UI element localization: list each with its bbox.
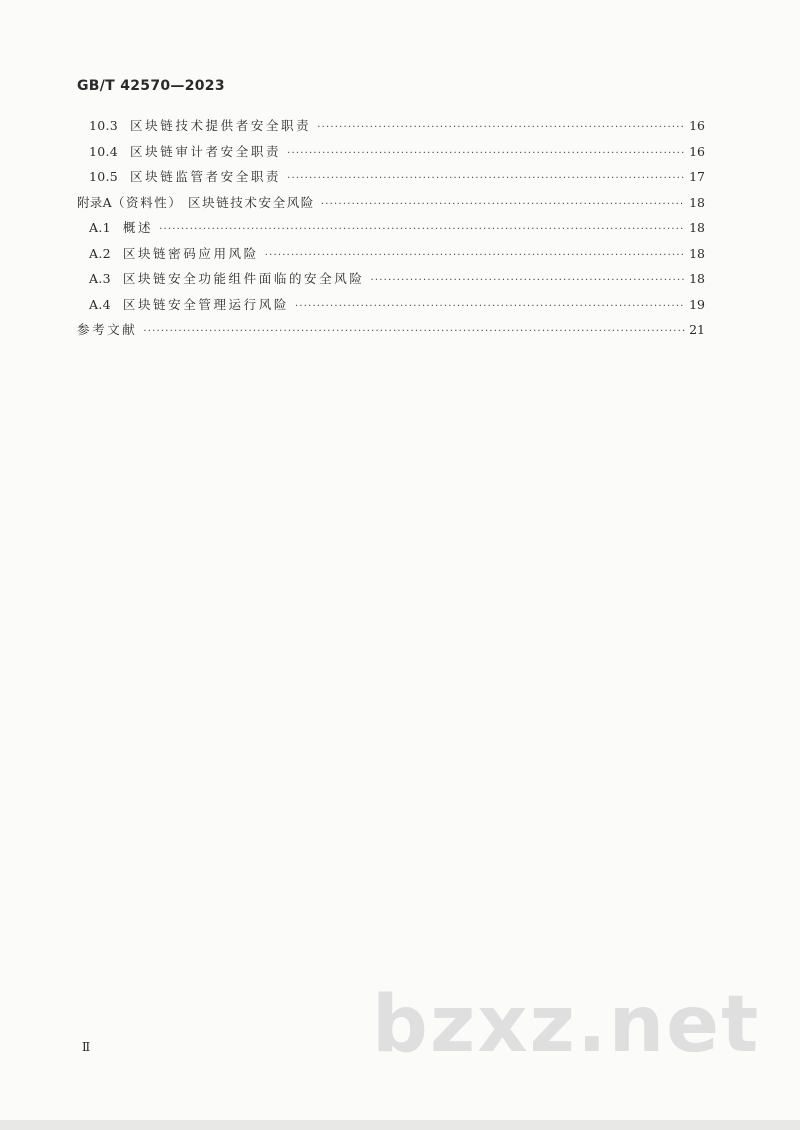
toc-entry-page: 18: [689, 245, 705, 261]
toc-leader-dots: [287, 148, 685, 159]
toc-entry-title: 区块链审计者安全职责: [130, 143, 282, 159]
toc-entry-number: A.3: [89, 271, 111, 286]
toc-leader-dots: [143, 326, 685, 337]
toc-entry-title: 区块链安全管理运行风险: [122, 296, 289, 312]
toc-entry-title: 区块链技术提供者安全职责: [130, 118, 312, 133]
toc-entry-a-3[interactable]: [77, 269, 705, 295]
toc-entry-page: 18: [689, 271, 705, 286]
toc-entry-page: 19: [689, 296, 705, 312]
toc-entry-page: 21: [689, 322, 705, 337]
toc-leader-dots: [317, 122, 685, 133]
table-of-contents: [77, 116, 705, 346]
toc-entry-10-3[interactable]: [77, 116, 705, 142]
standard-code: GB/T 42570—2023: [77, 78, 225, 94]
toc-leader-dots: [370, 275, 685, 286]
page-bottom-edge: [0, 1120, 800, 1130]
toc-leader-dots: [265, 250, 685, 261]
toc-entry-title: 区块链密码应用风险: [122, 245, 259, 261]
watermark: bzxz.net: [372, 980, 761, 1070]
toc-entry-annex-a[interactable]: [77, 193, 705, 219]
toc-entry-number: 10.4: [89, 143, 119, 159]
toc-entry-number: 10.3: [89, 118, 119, 133]
toc-leader-dots: [321, 199, 685, 210]
toc-entry-title: （资料性） 区块链技术安全风险: [111, 194, 315, 210]
toc-entry-a-1[interactable]: [77, 218, 705, 244]
toc-entry-number: 10.5: [89, 169, 119, 184]
toc-entry-title: 参考文献: [77, 322, 138, 337]
toc-entry-a-2[interactable]: [77, 244, 705, 270]
toc-leader-dots: [295, 301, 685, 312]
toc-entry-number: A.1: [89, 220, 111, 235]
toc-entry-page: 17: [689, 169, 705, 184]
toc-entry-references[interactable]: [77, 320, 705, 346]
toc-entry-page: 16: [689, 143, 705, 159]
toc-entry-number: A.4: [89, 296, 111, 312]
toc-entry-number: A.2: [89, 245, 111, 261]
toc-entry-page: 18: [689, 220, 705, 235]
toc-entry-page: 18: [689, 194, 705, 210]
toc-entry-title: 区块链安全功能组件面临的安全风险: [122, 271, 365, 286]
toc-entry-10-5[interactable]: [77, 167, 705, 193]
toc-leader-dots: [287, 173, 685, 184]
toc-leader-dots: [159, 224, 685, 235]
toc-entry-a-4[interactable]: [77, 295, 705, 321]
toc-entry-10-4[interactable]: [77, 142, 705, 168]
toc-entry-page: 16: [689, 118, 705, 133]
page-folio: Ⅱ: [82, 1040, 92, 1054]
toc-entry-title: 区块链监管者安全职责: [130, 169, 282, 184]
toc-entry-number: 附录A: [77, 194, 112, 210]
toc-entry-title: 概述: [122, 220, 154, 235]
